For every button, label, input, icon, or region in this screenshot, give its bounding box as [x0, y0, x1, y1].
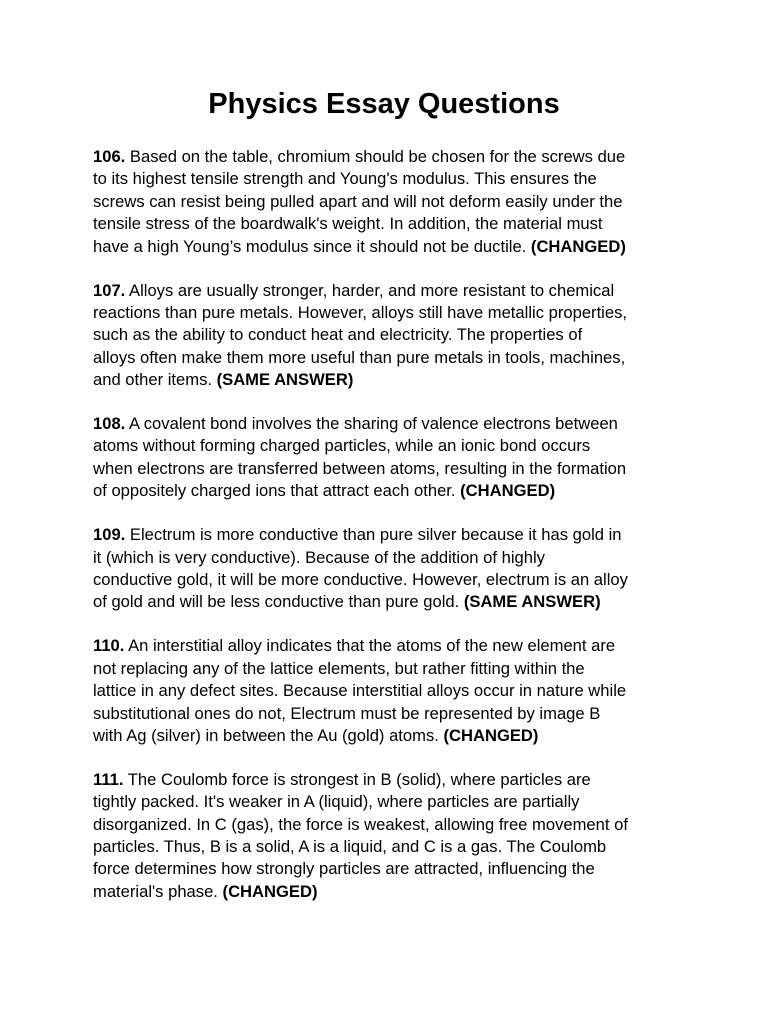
- question-text: to its highest tensile strength and Young's modulus. This ensures the: [93, 169, 597, 189]
- question-line: [93, 458, 683, 480]
- question-line: [93, 814, 683, 836]
- question-text: The Coulomb force is strongest in B (solid), where particles are: [127, 769, 591, 789]
- question-line: [93, 302, 683, 324]
- question-text: screws can resist being pulled apart and will not deform easily under the: [93, 191, 623, 211]
- question-number: 111.: [93, 769, 124, 789]
- question-111: [93, 769, 683, 903]
- question-line: [93, 703, 683, 725]
- question-line: [93, 836, 683, 858]
- answer-status-tag: (CHANGED): [460, 481, 556, 501]
- question-text: reactions than pure metals. However, alloys still have metallic properties,: [93, 302, 628, 322]
- question-line: [93, 791, 683, 813]
- questions-list: [93, 146, 683, 925]
- question-text: alloys often make them more useful than pure metals in tools, machines,: [93, 347, 626, 367]
- question-text: A covalent bond involves the sharing of valence electrons between: [129, 414, 618, 434]
- question-text: Based on the table, chromium should be chosen for the screws due: [129, 147, 626, 166]
- question-line: [93, 213, 683, 235]
- question-number: 110.: [93, 636, 125, 656]
- question-line: [93, 569, 683, 591]
- question-line: [93, 280, 683, 302]
- question-line: [93, 146, 683, 168]
- question-line: [93, 591, 683, 613]
- question-line: [93, 435, 683, 457]
- question-text: it (which is very conductive). Because of the addition of highly: [93, 547, 545, 567]
- question-line: [93, 769, 683, 791]
- question-text: disorganized. In C (gas), the force is weakest, allowing free movement of: [93, 814, 628, 834]
- question-number: 106.: [93, 147, 126, 166]
- question-line: [93, 413, 683, 435]
- question-text: tensile stress of the boardwalk's weight. In addition, the material must: [93, 214, 603, 234]
- question-text: substitutional ones do not, Electrum must be represented by image B: [93, 703, 601, 723]
- question-108: [93, 413, 683, 503]
- question-line: [93, 236, 683, 258]
- question-line: [93, 324, 683, 346]
- question-line: [93, 524, 683, 546]
- answer-status-tag: (SAME ANSWER): [216, 370, 354, 390]
- question-line: [93, 168, 683, 190]
- question-text: have a high Young’s modulus since it should not be ductile.: [93, 236, 527, 256]
- question-line: [93, 725, 683, 747]
- question-line: [93, 635, 683, 657]
- question-line: [93, 658, 683, 680]
- question-text: not replacing any of the lattice elements, but rather fitting within the: [93, 658, 585, 678]
- answer-status-tag: (CHANGED): [530, 236, 626, 256]
- question-line: [93, 547, 683, 569]
- question-number: 108.: [93, 414, 126, 434]
- question-text: particles. Thus, B is a solid, A is a liquid, and C is a gas. The Coulomb: [93, 837, 607, 857]
- question-text: atoms without forming charged particles, while an ionic bond occurs: [93, 436, 591, 456]
- question-line: [93, 191, 683, 213]
- question-number: 107.: [93, 280, 126, 300]
- question-text: Alloys are usually stronger, harder, and more resistant to chemical: [129, 280, 615, 300]
- question-text: of gold and will be less conductive than pure gold.: [93, 592, 460, 612]
- question-line: [93, 347, 683, 369]
- question-line: [93, 881, 683, 903]
- question-text: and other items.: [93, 370, 212, 390]
- answer-status-tag: (CHANGED): [222, 881, 318, 901]
- question-text: lattice in any defect sites. Because interstitial alloys occur in nature while: [93, 681, 627, 701]
- question-number: 109.: [93, 525, 126, 545]
- answer-status-tag: (CHANGED): [443, 725, 539, 745]
- question-text: tightly packed. It's weaker in A (liquid), where particles are partially: [93, 792, 580, 812]
- question-text: material's phase.: [93, 881, 218, 901]
- question-text: of oppositely charged ions that attract each other.: [93, 481, 456, 501]
- question-107: [93, 280, 683, 392]
- question-line: [93, 858, 683, 880]
- question-text: conductive gold, it will be more conductive. However, electrum is an alloy: [93, 570, 628, 589]
- question-text: such as the ability to conduct heat and electricity. The properties of: [93, 325, 583, 345]
- question-text: when electrons are transferred between atoms, resulting in the formation: [93, 458, 627, 478]
- document-title: Physics Essay Questions: [208, 88, 560, 120]
- question-text: Electrum is more conductive than pure silver because it has gold in: [129, 525, 622, 545]
- question-text: force determines how strongly particles are attracted, influencing the: [93, 859, 595, 879]
- answer-status-tag: (SAME ANSWER): [463, 592, 601, 612]
- question-106: [93, 146, 683, 258]
- question-109: [93, 524, 683, 614]
- question-line: [93, 480, 683, 502]
- question-110: [93, 635, 683, 747]
- question-line: [93, 680, 683, 702]
- question-line: [93, 369, 683, 391]
- question-text: with Ag (silver) in between the Au (gold) atoms.: [93, 725, 439, 745]
- question-text: An interstitial alloy indicates that the atoms of the new element are: [128, 636, 616, 656]
